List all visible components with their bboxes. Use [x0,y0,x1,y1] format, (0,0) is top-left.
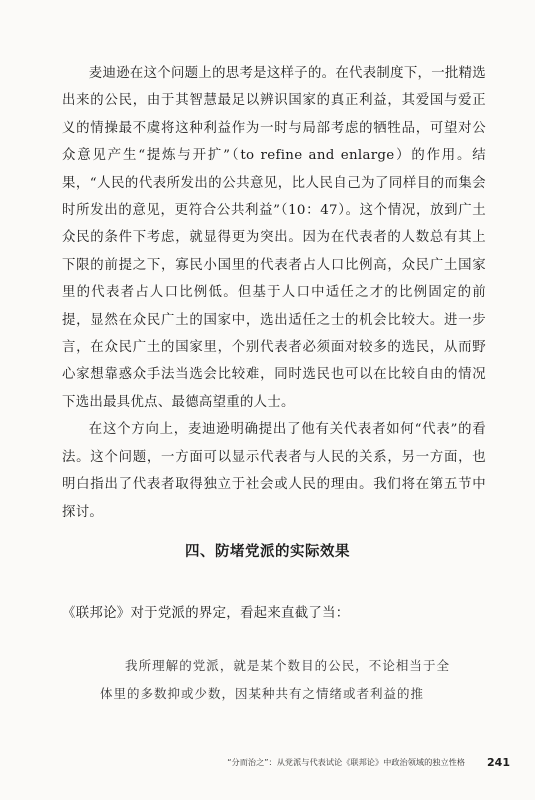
block-quote-text: 我所理解的党派，就是某个数目的公民，不论相当于全体里的多数抑或少数，因某种共有之情绪或者利益的推 [100,658,450,701]
page-number: 241 [487,755,510,769]
body-text [62,60,486,526]
running-title: “分而治之”：从党派与代表试论《联邦论》中政治领域的独立性格 [227,756,466,767]
paragraph-2: 在这个方向上，麦迪逊明确提出了他有关代表者如何“代表”的看法。这个问题，一方面可以显示代表者与人民的关系，另一方面，也明白指出了代表者取得独立于社会或人民的理由。我们将在第五节中探讨。 [62,422,486,520]
paragraph-1: 麦迪逊在这个问题上的思考是这样子的。在代表制度下，一批精选出来的公民，由于其智慧最足以辨识国家的真正利益，其爱国与爱正义的情操最不虞将这种利益作为一时与局部考虑的牺牲品，可望对公众意见产生“提炼与开扩”（to refine and enlarge）的作用。结果，“人民的代表所发出的公共意见，比人民自己为了同样目的而集会时所发出的意见，更符合公共利益”（10：47）。这个情况，放到广土众民的条件下考虑，就显得更为突出。因为在代表者的人数总有其上下限的前提之下，寡民小国里的代表者占人口比例高，众民广土国家里的代表者占人口比例低。但基于人口中适任之才的比例固定的前提，显然在众民广土的国家中，选出适任之士的机会比较大。进一步言，在众民广土的国家里，个别代表者必须面对较多的选民，从而野心家想靠惑众手法当选会比较难，同时选民也可以在比较自由的情况下选出最具优点、最德高望重的人士。 [62,66,486,410]
quote-lead-line: 《联邦论》对于党派的界定，看起来直截了当： [62,606,350,621]
block-quote [100,652,450,708]
page-footer [227,752,510,772]
section-heading: 四、防堵党派的实际效果 [185,544,350,560]
